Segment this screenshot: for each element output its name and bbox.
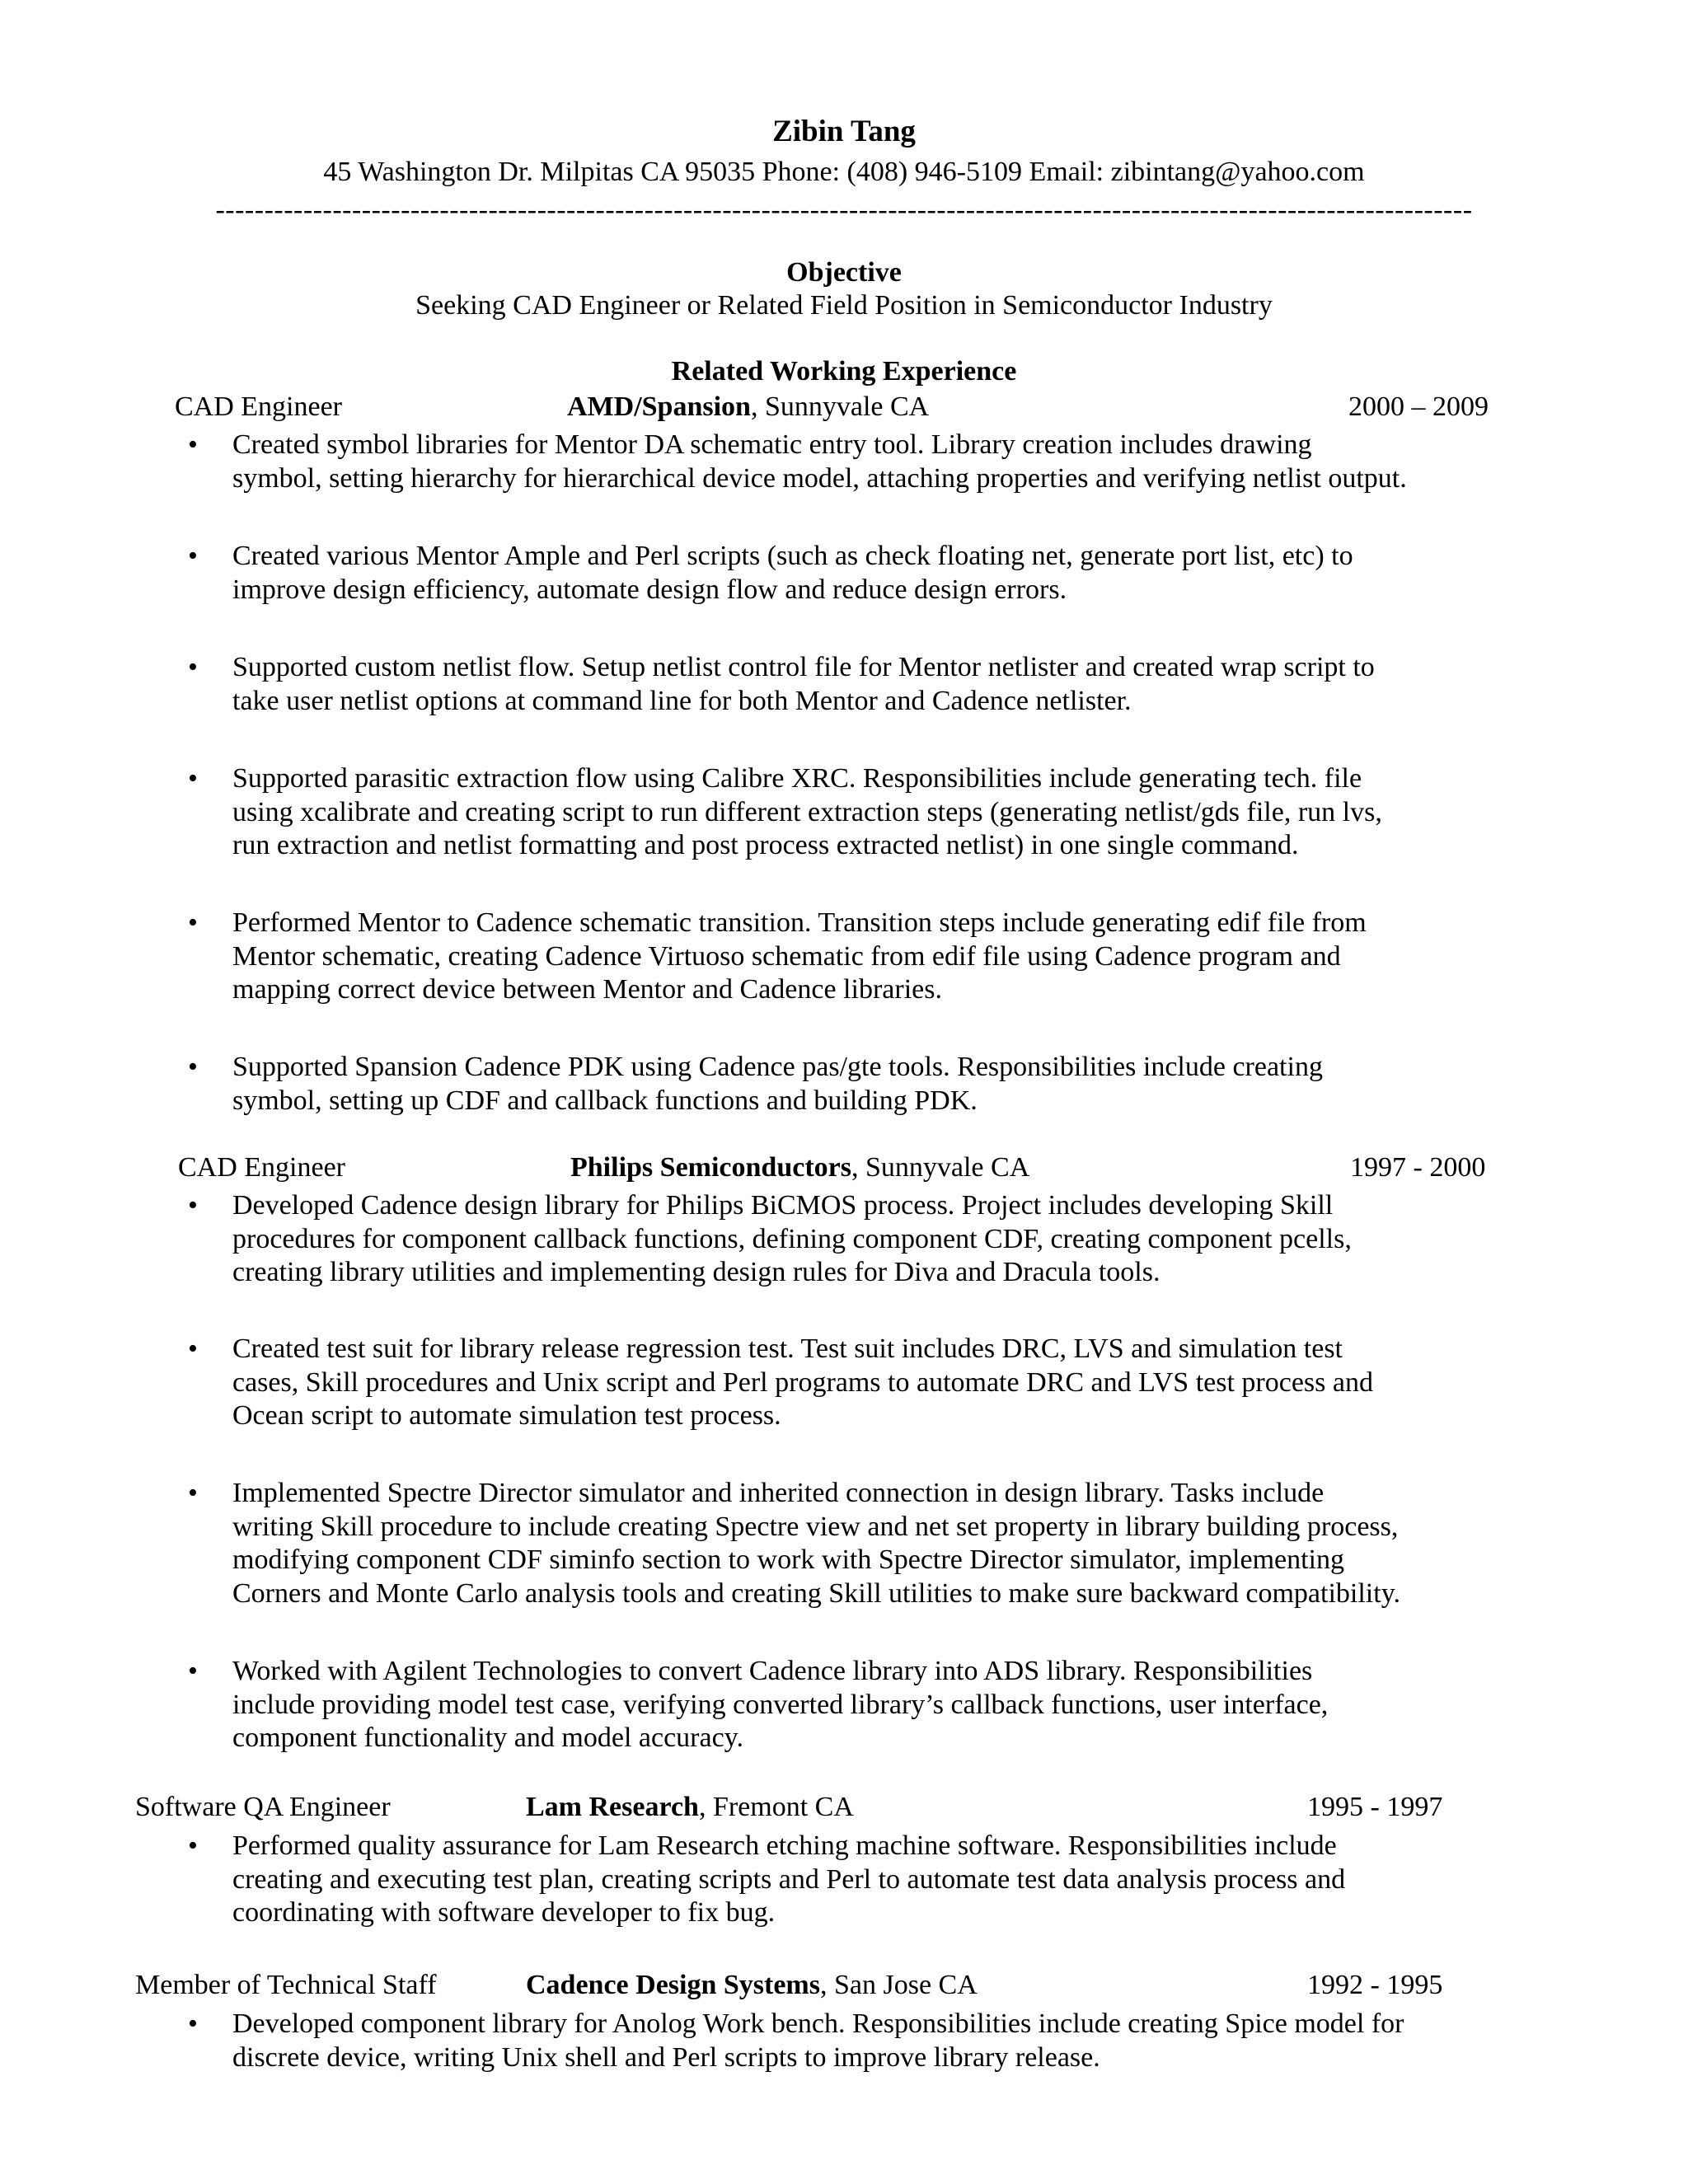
bullet-text: Developed component library for Anolog Work bench. Responsibilities include creating Spice model for discrete device, writing Unix shell and Perl scripts to improve library release. xyxy=(232,2008,1404,2073)
job-dates: 1995 - 1997 xyxy=(1307,1792,1443,1822)
bullet-text: Worked with Agilent Technologies to convert Cadence library into ADS library. Responsibilities include providing model test case, verifying converted library’s callback functions, user interface, component functionality and model accuracy. xyxy=(232,1656,1329,1753)
job-company xyxy=(570,1152,1029,1183)
bullet-icon: • xyxy=(188,429,198,460)
bullet-icon: • xyxy=(188,1478,198,1508)
bullet-text: Supported custom netlist flow. Setup netlist control file for Mentor netlister and created wrap script to take user netlist options at command line for both Mentor and Cadence netlister. xyxy=(232,652,1375,716)
candidate-name: Zibin Tang xyxy=(772,115,916,148)
company-location: , Sunnyvale CA xyxy=(851,1152,1030,1183)
company-name: Cadence Design Systems xyxy=(526,1970,820,2000)
bullet-icon: • xyxy=(188,907,198,938)
job-title: CAD Engineer xyxy=(178,1152,346,1183)
job-dates: 1992 - 1995 xyxy=(1307,1970,1443,2000)
bullet-icon: • xyxy=(188,541,198,571)
bullet-icon: • xyxy=(188,652,198,682)
job-company xyxy=(526,1970,978,2001)
job-dates: 1997 - 2000 xyxy=(1350,1152,1486,1183)
job-title: Member of Technical Staff xyxy=(135,1970,437,2000)
bullet-icon: • xyxy=(188,1830,198,1861)
company-name: AMD/Spansion xyxy=(567,391,751,422)
job-title: CAD Engineer xyxy=(175,391,343,422)
objective-text: Seeking CAD Engineer or Related Field Position in Semiconductor Industry xyxy=(415,290,1273,321)
bullet-icon: • xyxy=(188,1190,198,1221)
bullet-icon: • xyxy=(188,763,198,794)
company-location: , Fremont CA xyxy=(698,1792,854,1822)
bullet-text: Supported parasitic extraction flow using Calibre XRC. Responsibilities include generating tech. file using xcalibrate and creating script to run different extraction steps (generating netlist/gds file, run lvs, run extraction and netlist formatting and post process extracted netlist) in one single command. xyxy=(232,763,1382,860)
objective-heading: Objective xyxy=(786,257,902,288)
bullet-icon: • xyxy=(188,2008,198,2039)
company-name: Philips Semiconductors xyxy=(570,1152,851,1183)
bullet-text: Created symbol libraries for Mentor DA schematic entry tool. Library creation includes drawing symbol, setting hierarchy for hierarchical device model, attaching properties and verifying netlist output. xyxy=(232,429,1407,494)
bullet-text: Created various Mentor Ample and Perl scripts (such as check floating net, generate port list, etc) to improve design efficiency, automate design flow and reduce design errors. xyxy=(232,541,1353,605)
bullet-text: Created test suit for library release regression test. Test suit includes DRC, LVS and simulation test cases, Skill procedures and Unix script and Perl programs to automate DRC and LVS test process and Ocean script to automate simulation test process. xyxy=(232,1333,1373,1431)
header-divider: --------------------------------------------------------------------------------------------------------------------------------- xyxy=(215,194,1473,225)
contact-line: 45 Washington Dr. Milpitas CA 95035 Phone: (408) 946-5109 Email: zibintang@yahoo.com xyxy=(323,157,1365,187)
bullet-text: Supported Spansion Cadence PDK using Cadence pas/gte tools. Responsibilities include creating symbol, setting up CDF and callback functions and building PDK. xyxy=(232,1052,1323,1116)
company-location: , Sunnyvale CA xyxy=(750,391,930,422)
job-title: Software QA Engineer xyxy=(135,1792,391,1822)
job-dates: 2000 – 2009 xyxy=(1348,391,1489,422)
bullet-icon: • xyxy=(188,1333,198,1364)
experience-heading: Related Working Experience xyxy=(671,356,1017,387)
bullet-text: Performed Mentor to Cadence schematic transition. Transition steps include generating edif file from Mentor schematic, creating Cadence Virtuoso schematic from edif file using Cadence program and mapping correct device between Mentor and Cadence libraries. xyxy=(232,907,1367,1005)
company-name: Lam Research xyxy=(526,1792,699,1822)
job-company xyxy=(567,391,929,423)
bullet-icon: • xyxy=(188,1656,198,1686)
bullet-text: Performed quality assurance for Lam Research etching machine software. Responsibilities include creating and executing test plan, creating scripts and Perl to automate test data analysis process and coordinating with software developer to fix bug. xyxy=(232,1830,1346,1928)
bullet-text: Developed Cadence design library for Philips BiCMOS process. Project includes developing Skill procedures for component callback functions, defining component CDF, creating component pcells, creating library utilities and implementing design rules for Diva and Dracula tools. xyxy=(232,1190,1352,1287)
company-location: , San Jose CA xyxy=(819,1970,978,2000)
bullet-icon: • xyxy=(188,1052,198,1082)
job-company xyxy=(526,1792,854,1823)
bullet-text: Implemented Spectre Director simulator and inherited connection in design library. Tasks include writing Skill procedure to include creating Spectre view and net set property in library building process, modifying component CDF siminfo section to work with Spectre Director simulator, implementing Corners and Monte Carlo analysis tools and creating Skill utilities to make sure backward compatibility. xyxy=(232,1478,1400,1609)
